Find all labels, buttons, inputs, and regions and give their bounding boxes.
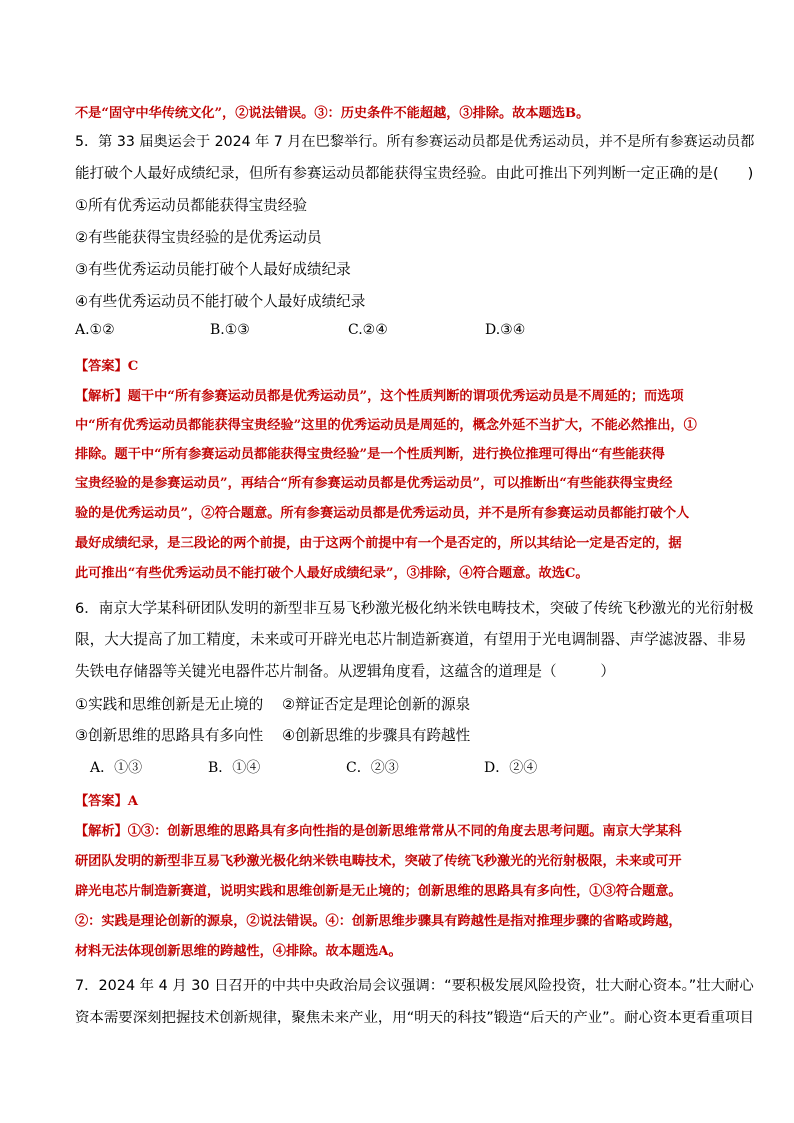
q6-analysis-line: ②：实践是理论创新的源泉，②说法错误。④：创新思维步骤具有跨越性是指对推理步骤的省略或跨越， [75, 914, 682, 929]
q5-option-c: C.②④ [348, 322, 388, 338]
prev-analysis-line: 不是“固守中华传统文化”，②说法错误。③：历史条件不能超越，③排除。故本题选B。 [75, 106, 590, 121]
q6-answer: 【答案】A [75, 794, 138, 809]
q6-analysis-line: 【解析】①③：创新思维的思路具有多向性指的是创新思维常常从不同的角度去思考问题。南京大学某科 [75, 824, 682, 839]
q6-analysis-line: 研团队发明的新型非互易飞秒激光极化纳米铁电畴技术，突破了传统飞秒激光的光衍射极限，未来或可开 [75, 854, 682, 869]
q6-item-1: ①实践和思维创新是无止境的 [75, 696, 264, 713]
q6-option-c: C．②③ [346, 760, 399, 776]
q6-analysis-line: 材料无法体现创新思维的跨越性，④排除。故本题选A。 [75, 944, 402, 959]
q5-analysis-line: 验的是优秀运动员”，②符合题意。所有参赛运动员都是优秀运动员，并不是所有参赛运动员都能打破个人 [75, 506, 690, 521]
q5-option-a: A.①② [75, 322, 115, 338]
q5-answer: 【答案】C [75, 359, 139, 374]
q7-stem-line-2: 资本需要深刻把握技术创新规律，聚焦未来产业，用“明天的科技”锻造“后天的产业”。耐心资本更看重项目 [75, 1010, 754, 1026]
q5-analysis-line: 排除。题干中“所有参赛运动员都能获得宝贵经验”是一个性质判断，进行换位推理可得出“有些能获得 [75, 447, 665, 462]
q5-item-4: ④有些优秀运动员不能打破个人最好成绩纪录 [75, 293, 366, 310]
q5-stem-line-1: 5．第 33 届奥运会于 2024 年 7 月在巴黎举行。所有参赛运动员都是优秀运动员，并不是所有参赛运动员都 [75, 134, 755, 150]
q5-analysis-line: 最好成绩纪录，是三段论的两个前提，由于这两个前提中有一个是否定的，所以其结论一定是否定的，据 [75, 536, 682, 551]
q6-option-b: B．①④ [208, 760, 261, 776]
q5-analysis-line: 中“所有优秀运动员都能获得宝贵经验”这里的优秀运动员是周延的，概念外延不当扩大，不能必然推出，① [75, 418, 697, 433]
q5-option-b: B.①③ [210, 322, 250, 338]
q5-analysis-line: 此可推出“有些优秀运动员不能打破个人最好成绩纪录”，③排除，④符合题意。故选C。 [75, 566, 589, 581]
q6-item-4: ④创新思维的步骤具有跨越性 [282, 727, 471, 744]
q6-item-3: ③创新思维的思路具有多向性 [75, 727, 264, 744]
q6-option-a: A．①③ [90, 760, 143, 776]
q7-stem-line-1: 7．2024 年 4 月 30 日召开的中共中央政治局会议强调：“要积极发展风险投资，壮大耐心资本。”壮大耐心 [75, 978, 754, 994]
q5-item-2: ②有些能获得宝贵经验的是优秀运动员 [75, 229, 322, 246]
q5-option-d: D.③④ [485, 322, 526, 338]
q6-item-2: ②辩证否定是理论创新的源泉 [282, 696, 471, 713]
q6-stem-line-1: 6．南京大学某科研团队发明的新型非互易飞秒激光极化纳米铁电畴技术，突破了传统飞秒激光的光衍射极 [75, 600, 754, 617]
q6-stem-line-3: 失铁电存储器等关键光电器件芯片制备。从逻辑角度看，这蕴含的道理是（ ） [75, 663, 615, 680]
q5-item-3: ③有些优秀运动员能打破个人最好成绩纪录 [75, 261, 351, 278]
q5-item-1: ①所有优秀运动员都能获得宝贵经验 [75, 197, 307, 214]
q5-analysis-line: 【解析】题干中“所有参赛运动员都是优秀运动员”，这个性质判断的谓项优秀运动员是不周延的；而选项 [75, 389, 684, 404]
q6-analysis-line: 辟光电芯片制造新赛道，说明实践和思维创新是无止境的；创新思维的思路具有多向性，①③符合题意。 [75, 884, 682, 899]
q5-stem-line-2: 能打破个人最好成绩纪录，但所有参赛运动员都能获得宝贵经验。由此可推出下列判断一定正确的是( ) [75, 166, 754, 182]
q6-stem-line-2: 限，大大提高了加工精度，未来或可开辟光电芯片制造新赛道，有望用于光电调制器、声学滤波器、非易 [75, 631, 747, 648]
q5-analysis-line: 宝贵经验的是参赛运动员”，再结合“所有参赛运动员都是优秀运动员”，可以推断出“有些能获得宝贵经 [75, 476, 673, 491]
q6-option-d: D．②④ [484, 760, 538, 776]
